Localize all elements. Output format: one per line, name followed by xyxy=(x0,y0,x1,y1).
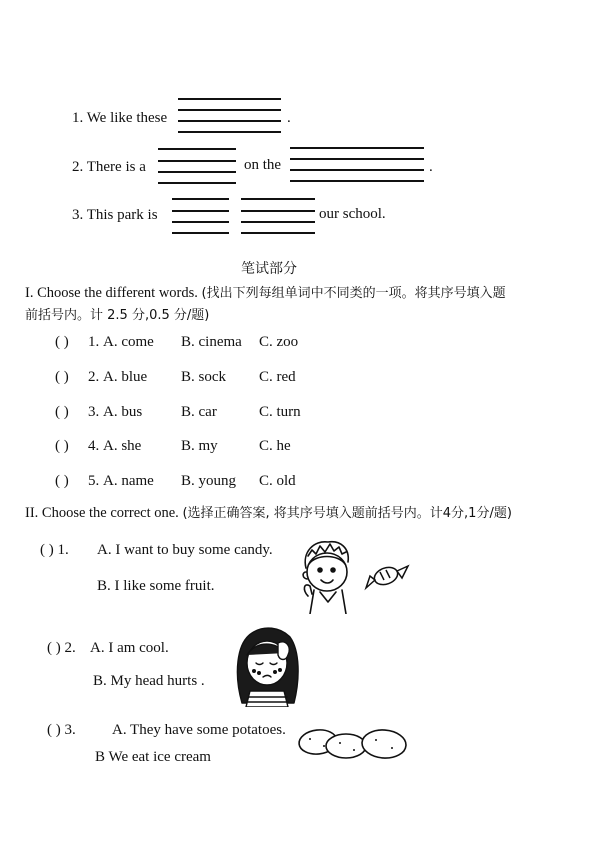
option-a: A. she xyxy=(103,438,142,454)
blank-line[interactable] xyxy=(172,232,229,234)
blank-line[interactable] xyxy=(178,98,281,100)
part2-q3-option-b: B We eat ice cream xyxy=(95,749,211,765)
blank-line[interactable] xyxy=(241,232,315,234)
option-a: A. come xyxy=(103,334,154,350)
part1-instruction-cn2: 前括号内。计 2.5 分,0.5 分/题) xyxy=(25,308,210,323)
answer-paren[interactable]: ( ) xyxy=(55,473,69,489)
answer-paren[interactable]: ( ) xyxy=(55,369,69,385)
part1-instruction-en: I. Choose the different words. xyxy=(25,285,198,301)
blank-line[interactable] xyxy=(172,221,229,223)
blank-line[interactable] xyxy=(178,120,281,122)
option-b: B. sock xyxy=(181,369,226,385)
blank-line[interactable] xyxy=(178,131,281,133)
part2-q3-option-a: A. They have some potatoes. xyxy=(112,722,286,738)
part2-q1-head[interactable]: ( ) 1. xyxy=(40,542,69,558)
boy-with-candy-illustration xyxy=(298,538,412,614)
question-number: 3. xyxy=(88,404,100,420)
answer-paren[interactable]: ( ) xyxy=(55,334,69,350)
blank-line[interactable] xyxy=(158,148,236,150)
blank-line[interactable] xyxy=(158,160,236,162)
potatoes-illustration xyxy=(296,722,410,762)
blank-line[interactable] xyxy=(241,210,315,212)
question-number: 4. xyxy=(88,438,100,454)
part2-q1-option-a: A. I want to buy some candy. xyxy=(97,542,273,558)
written-section-title: 笔试部分 xyxy=(241,261,297,277)
option-a: A. bus xyxy=(103,404,143,420)
blank-line[interactable] xyxy=(290,147,424,149)
candy-icon xyxy=(366,564,408,588)
listen-item-3-text: 3. This park is xyxy=(72,207,158,223)
part2-instruction-cn: (选择正确答案, 将其序号填入题前括号内。计4分,1分/题) xyxy=(182,506,512,521)
blank-line[interactable] xyxy=(290,158,424,160)
option-c: C. old xyxy=(259,473,296,489)
listen-item-1-end: . xyxy=(287,110,291,126)
blank-line[interactable] xyxy=(158,182,236,184)
girl-with-headache-illustration xyxy=(232,625,304,707)
blank-line[interactable] xyxy=(178,109,281,111)
option-a: A. blue xyxy=(103,369,148,385)
option-b: B. car xyxy=(181,404,217,420)
blank-line[interactable] xyxy=(241,198,315,200)
blank-line[interactable] xyxy=(290,169,424,171)
option-c: C. red xyxy=(259,369,296,385)
part2-instruction-en: II. Choose the correct one. xyxy=(25,505,179,521)
part2-q2-head[interactable]: ( ) 2. xyxy=(47,640,76,656)
part2-q2-option-b: B. My head hurts . xyxy=(93,673,205,689)
blank-line[interactable] xyxy=(290,180,424,182)
question-number: 5. xyxy=(88,473,100,489)
blank-line[interactable] xyxy=(241,221,315,223)
blank-line[interactable] xyxy=(172,198,229,200)
answer-paren[interactable]: ( ) xyxy=(55,438,69,454)
option-a: A. name xyxy=(103,473,154,489)
part1-instruction-cn: (找出下列每组单词中不同类的一项。将其序号填入题 xyxy=(201,286,506,301)
option-c: C. turn xyxy=(259,404,301,420)
question-number: 2. xyxy=(88,369,100,385)
listen-item-1-text: 1. We like these xyxy=(72,110,168,126)
listen-item-2-middle: on the xyxy=(244,157,282,173)
answer-paren[interactable]: ( ) xyxy=(55,404,69,420)
option-b: B. young xyxy=(181,473,237,489)
part2-q2-option-a: A. I am cool. xyxy=(90,640,169,656)
listen-item-3-end: our school. xyxy=(319,206,386,222)
option-c: C. zoo xyxy=(259,334,299,350)
option-b: B. my xyxy=(181,438,218,454)
listen-item-2-end: . xyxy=(429,159,433,175)
listen-item-2-text: 2. There is a xyxy=(72,159,146,175)
option-c: C. he xyxy=(259,438,291,454)
question-number: 1. xyxy=(88,334,100,350)
blank-line[interactable] xyxy=(172,210,229,212)
part2-q3-head[interactable]: ( ) 3. xyxy=(47,722,76,738)
blank-line[interactable] xyxy=(158,171,236,173)
option-b: B. cinema xyxy=(181,334,242,350)
part2-q1-option-b: B. I like some fruit. xyxy=(97,578,215,594)
